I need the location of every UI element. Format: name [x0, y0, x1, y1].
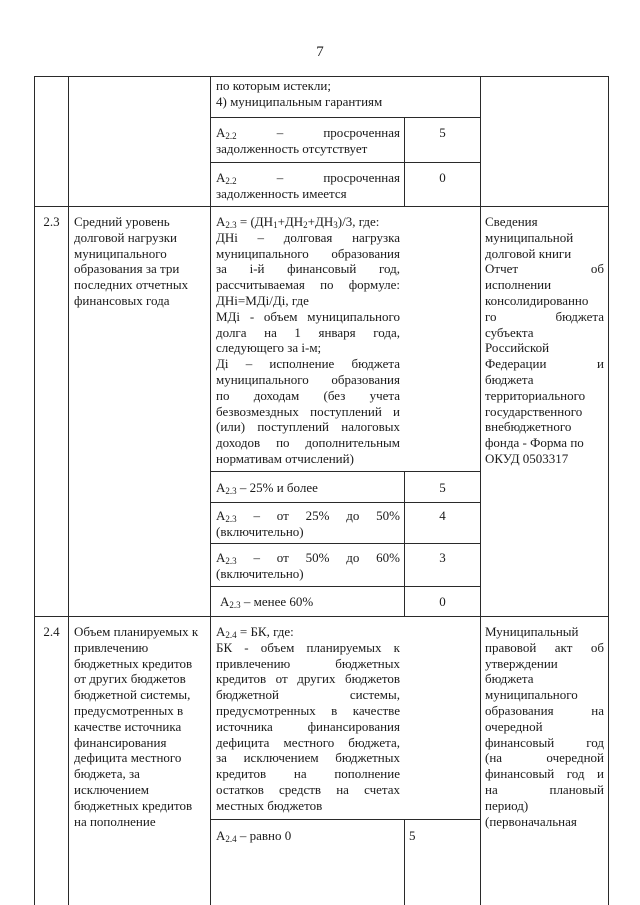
table-rule [480, 76, 481, 905]
table-rule [210, 502, 480, 503]
source-cell: Муниципальный правовой акт об утверждении бюджета муниципального образования на очередной финансовый год (на очередной финансовый год и на плановый период) (первоначальная [485, 624, 604, 829]
table-rule [34, 206, 608, 207]
table-rule [404, 819, 405, 905]
page-number: 7 [316, 44, 324, 60]
table-rule [210, 117, 480, 118]
option-cell: $А_{2.2}$ – просроченная задолженность имеется [216, 170, 401, 201]
formula: $А_{2.4}$ = БК, где: [216, 624, 294, 640]
row-number: 2.4 [43, 624, 60, 639]
option-score: 4 [439, 508, 446, 523]
table-rule [210, 586, 480, 587]
option-score: 0 [439, 170, 446, 185]
option-cell: $А_{2.3}$ – от 25% до 50% (включительно) [216, 508, 400, 539]
criterion-cell: по которым истекли; 4) муниципальным гарантиям [216, 78, 383, 109]
table-rule [210, 819, 480, 820]
option-cell: $А_{2.4}$ – равно 0 [216, 828, 292, 844]
row-number: 2.3 [43, 214, 60, 229]
option-score: 5 [439, 125, 446, 140]
source-cell: Сведения муниципальной долговой книги Отчет об исполнении консолидированно го бюджета субъекта Российской Федерации и бюджета территориального государственного внебюджетного фонда - Форма по ОКУД 0503317 [485, 214, 604, 466]
table-rule [68, 76, 69, 905]
option-score: 5 [409, 828, 416, 843]
table-rule [34, 616, 608, 617]
criterion-cell: $А_{2.4}$ = БК, где: БК - объем планируемых к привлечению бюджетных кредитов от других бюджетов бюджетной системы, предусмотренных в качестве источника финансирования дефицита местного бюджета, за исключением бюджетных кредитов на пополнение остатков средств на счетах местных бюджетов [216, 624, 400, 813]
formula: $А_{2.3} = (ДН_1+ДН_2+ДН_3)/3$, где: [216, 214, 380, 230]
indicator-title: Средний уровень долговой нагрузки муниципального образования за три последних отчетных финансовых года [74, 214, 189, 308]
option-score: 5 [439, 480, 446, 495]
table-rule [210, 162, 480, 163]
option-score: 0 [439, 594, 446, 609]
option-cell: $А_{2.3}$ – менее 60% [220, 594, 314, 610]
option-cell: $А_{2.2}$ – просроченная задолженность отсутствует [216, 125, 401, 156]
table-rule [34, 76, 35, 905]
table-rule [34, 76, 608, 77]
table-rule [210, 543, 480, 544]
table-rule [210, 471, 480, 472]
table-rule [210, 76, 211, 905]
option-cell: $А_{2.3} - 25\%$ и более [216, 480, 318, 496]
option-cell: $А_{2.3}$ – от 50% до 60% (включительно) [216, 550, 400, 581]
option-score: 3 [439, 550, 446, 565]
criterion-cell: $А_{2.3} = (ДН_1+ДН_2+ДН_3)/3$, где: ДНi – долговая нагрузка муниципального образования за i-й финансовый год, рассчитываемая по формуле: ДНi=МДi/Дi, где МДi - объем муниципального долга на 1 января года, следующего за i-м; Дi – исполнение бюджета муниципального образования по доходам (без учета безвозмездных поступлений и (или) поступлений налоговых доходов по дополнительным нормативам отчислений) [216, 214, 400, 466]
table-rule [608, 76, 609, 905]
criteria-table [0, 76, 640, 905]
indicator-title: Объем планируемых к привлечению бюджетных кредитов от других бюджетов бюджетной системы, предусмотренных в качестве источника финансирования дефицита местного бюджета, за исключением бюджетных кредитов на пополнение [74, 624, 199, 829]
